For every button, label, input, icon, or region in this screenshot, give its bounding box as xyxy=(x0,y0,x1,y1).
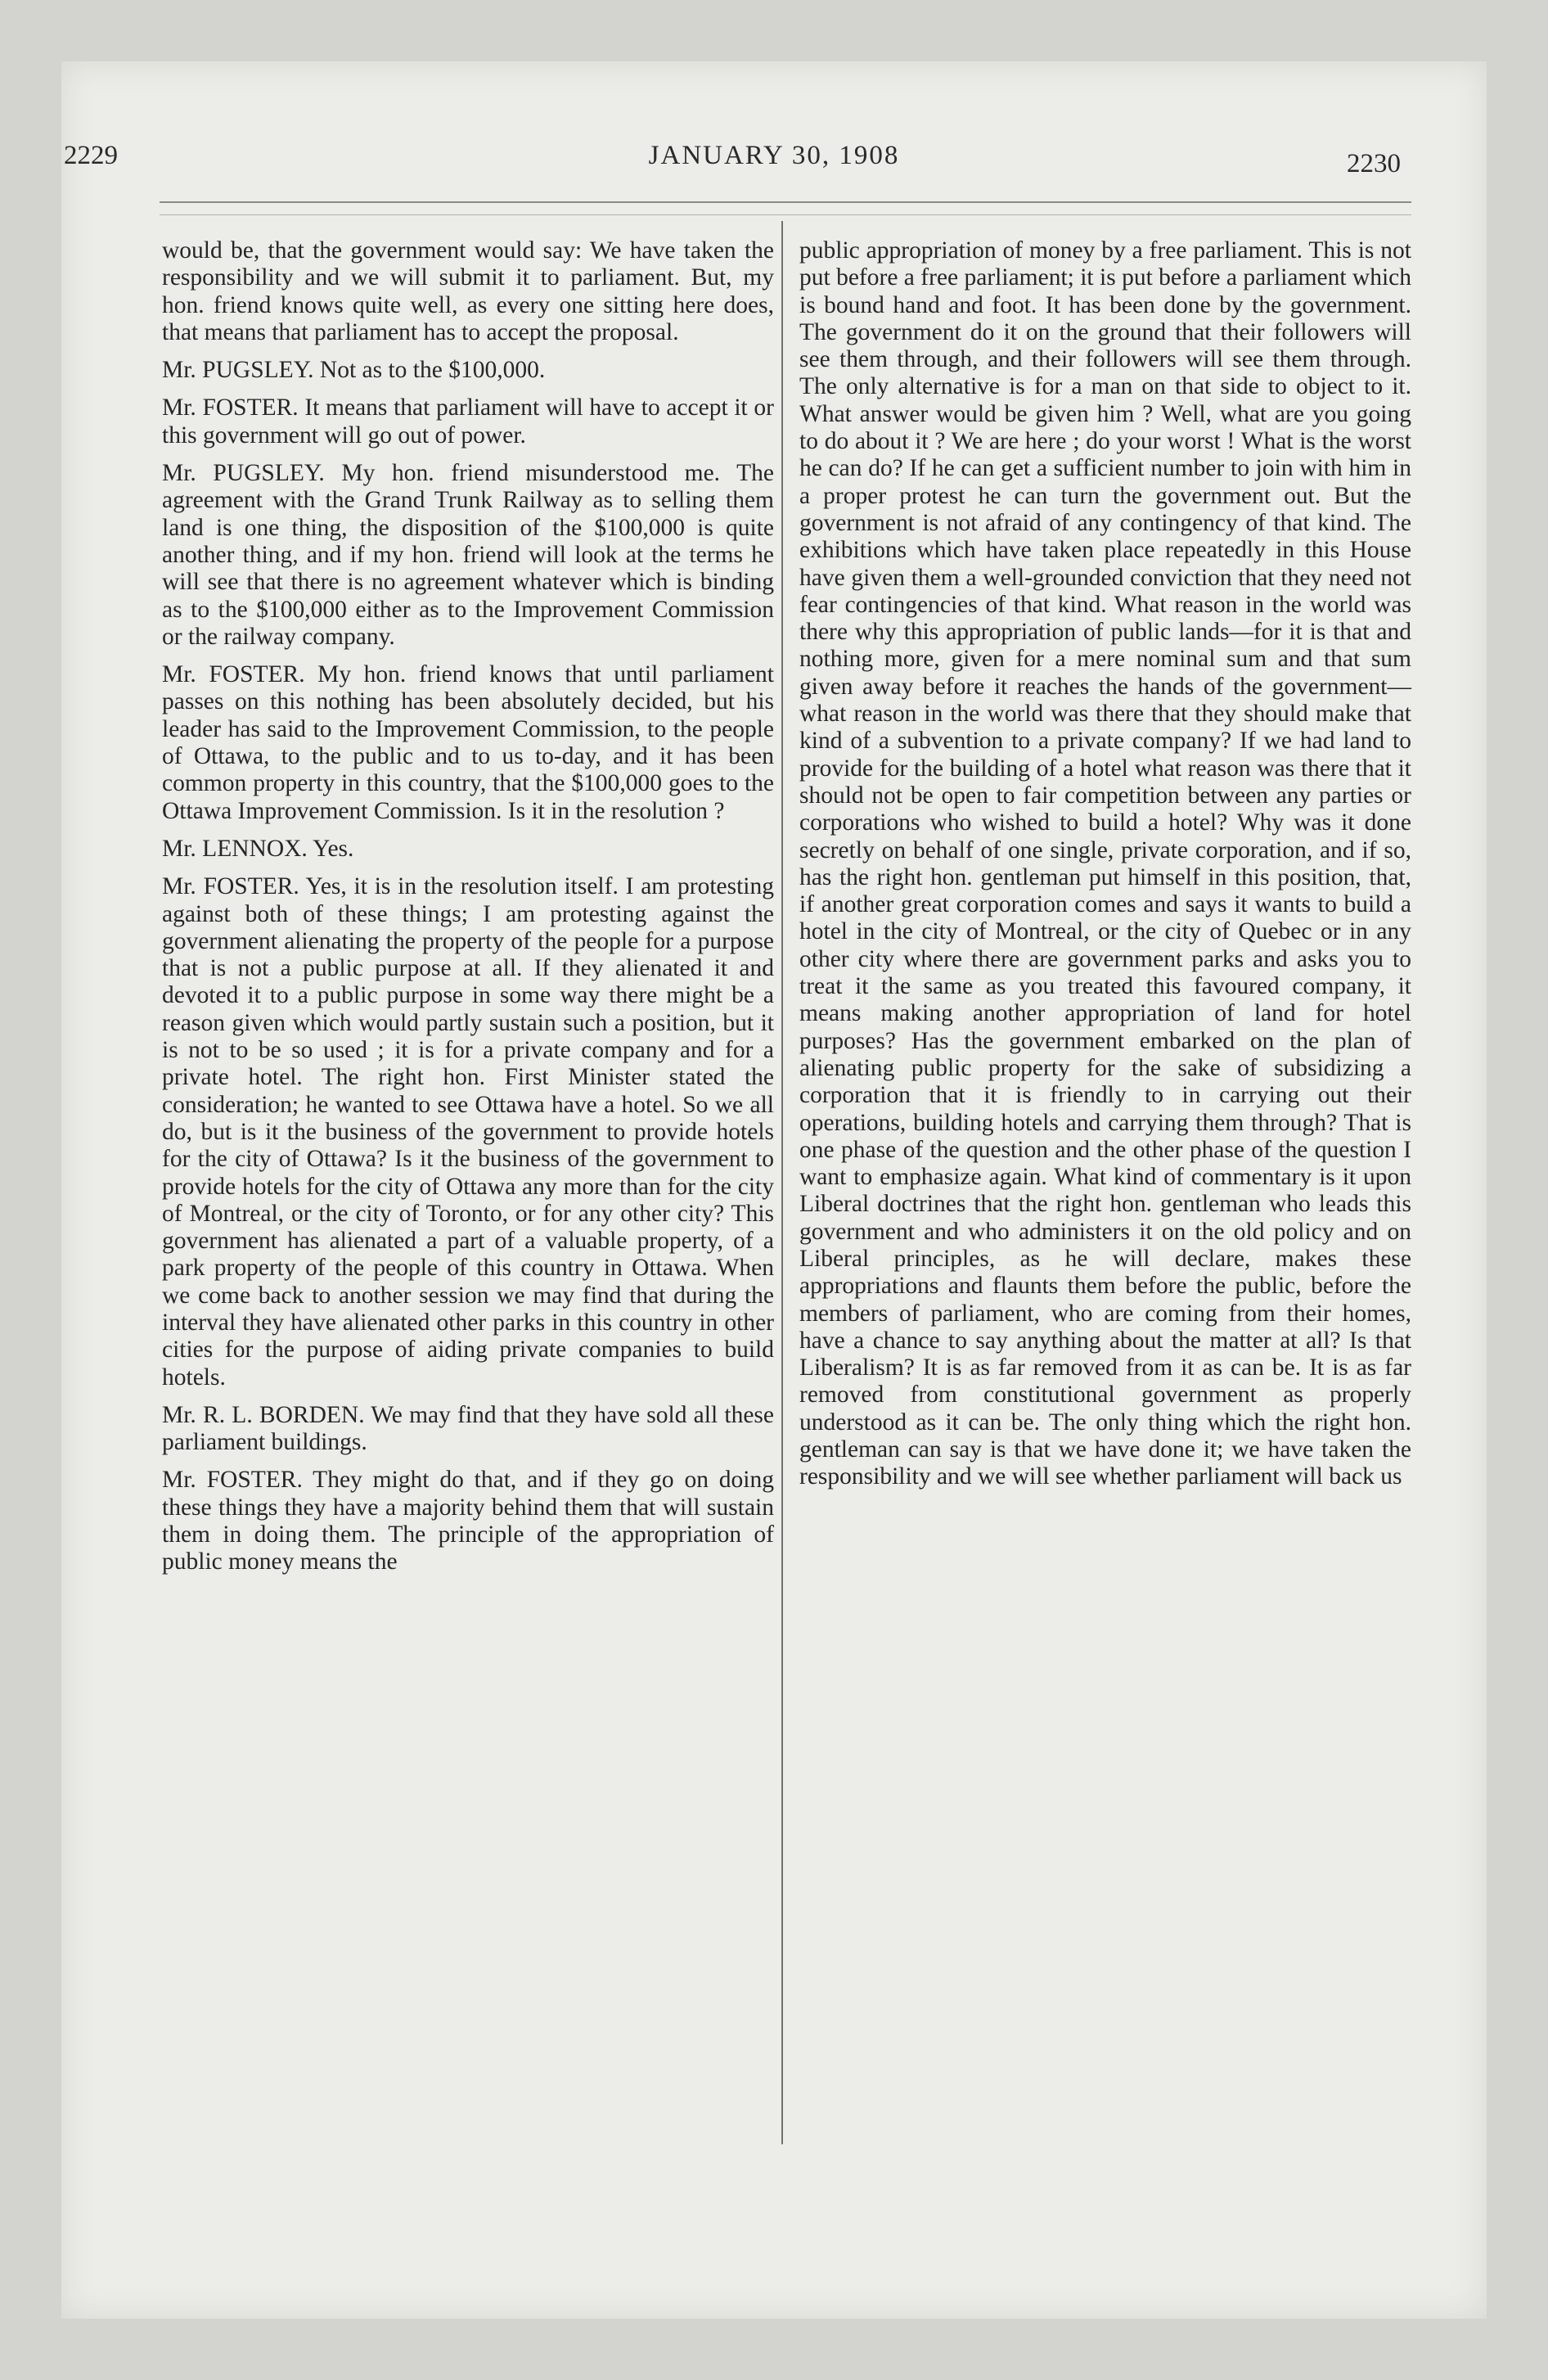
paragraph: Mr. PUGSLEY. Not as to the $100,000. xyxy=(162,357,546,384)
paragraph: Mr. FOSTER. It means that parliament will have to accept it or this government will go out of power. xyxy=(162,394,774,449)
paragraph: Mr. LENNOX. Yes. xyxy=(162,835,354,862)
header-rule xyxy=(160,201,1411,203)
page-number-right: 2230 xyxy=(1347,149,1401,178)
left-column xyxy=(162,237,774,1576)
paragraph: Mr. FOSTER. My hon. friend knows that until parliament passes on this nothing has been absolutely decided, but his leader has said to the Improvement Commission, to the people of Ottawa, to the public and to us to-day, and it has been common property in this country, that the $100,000 goes to the Ottawa Improvement Commission. Is it in the resolution ? xyxy=(162,661,774,824)
paragraph: Mr. FOSTER. Yes, it is in the resolution itself. I am protesting against both of these things; I am protesting against the government alienating the property of the people for a purpose that is not a public purpose at all. If they alienated it and devoted it to a public purpose in some way there might be a reason given which would partly sustain such a position, but it is not to be so used ; it is for a private company and for a private hotel. The right hon. First Minister stated the consideration; he wanted to see Ottawa have a hotel. So we all do, but is it the business of the government to provide hotels for the city of Ottawa? Is it the business of the government to provide hotels for the city of Ottawa any more than for the city of Montreal, or the city of Toronto, or for any other city? This government has alienated a part of a valuable property, of a park property of the people of this country in Ottawa. When we come back to another session we may find that during the interval they have alienated other parks in this country in other cities for the purpose of aiding private companies to build hotels. xyxy=(162,873,774,1391)
header-rule-secondary xyxy=(160,214,1411,215)
page-number-left: 2229 xyxy=(64,141,118,170)
page-date-header: JANUARY 30, 1908 xyxy=(648,141,900,170)
paragraph: Mr. PUGSLEY. My hon. friend misunderstood me. The agreement with the Grand Trunk Railway as to selling them land is one thing, the disposition of the $100,000 is quite another thing, and if my hon. friend will look at the terms he will see that there is no agreement whatever which is binding as to the $100,000 either as to the Improvement Commission or the railway company. xyxy=(162,460,774,650)
paragraph: Mr. FOSTER. They might do that, and if they go on doing these things they have a majority behind them that will sustain them in doing them. The principle of the appropriation of public money means the xyxy=(162,1467,774,1575)
column-divider xyxy=(781,221,783,2144)
right-column xyxy=(799,237,1411,1491)
paragraph: would be, that the government would say: We have taken the responsibility and we will submit it to parliament. But, my hon. friend knows quite well, as every one sitting here does, that means that parliament has to accept the proposal. xyxy=(162,237,774,345)
paragraph: public appropriation of money by a free parliament. This is not put before a free parliament; it is put before a parliament which is bound hand and foot. It has been done by the government. The government do it on the ground that their followers will see them through, and their followers will see them through. The only alternative is for a man on that side to object to it. What answer would be given him ? Well, what are you going to do about it ? We are here ; do your worst ! What is the worst he can do? If he can get a sufficient number to join with him in a proper protest he can turn the government out. But the government is not afraid of any contingency of that kind. The exhibitions which have taken place repeatedly in this House have given them a well-grounded conviction that they need not fear contingencies of that kind. What reason in the world was there why this appropriation of public lands—for it is that and nothing more, given for a mere nominal sum and that sum given away before it reaches the hands of the government—what reason in the world was there that they should make that kind of a subvention to a private company? If we had land to provide for the building of a hotel what reason was there that it should not be open to fair competition between any parties or corporations who wished to build a hotel? Why was it done secretly on behalf of one single, private corporation, and if so, has the right hon. gentleman put himself in this position, that, if another great corporation comes and says it wants to build a hotel in the city of Montreal, or the city of Quebec or in any other city where there are government parks and asks you to treat it the same as you treated this favoured company, it means making another appropriation of land for hotel purposes? Has the government embarked on the plan of alienating public property for the sake of subsidizing a corporation that it is friendly to in carrying out their operations, building hotels and carrying them through? That is one phase of the question and the other phase of the question I want to emphasize again. What kind of commentary is it upon Liberal doctrines that the right hon. gentleman who leads this government and who administers it on the old policy and on Liberal principles, as he will declare, makes these appropriations and flaunts them before the public, before the members of parliament, who are coming from their homes, have a chance to say anything about the matter at all? Is that Liberalism? It is as far removed from it as can be. It is as far removed from constitutional government as properly understood as it can be. The only thing which the right hon. gentleman can say is that we have done it; we have taken the responsibility and we will see whether parliament will back us xyxy=(799,237,1411,1490)
paragraph: Mr. R. L. BORDEN. We may find that they have sold all these parliament buildings. xyxy=(162,1401,774,1456)
